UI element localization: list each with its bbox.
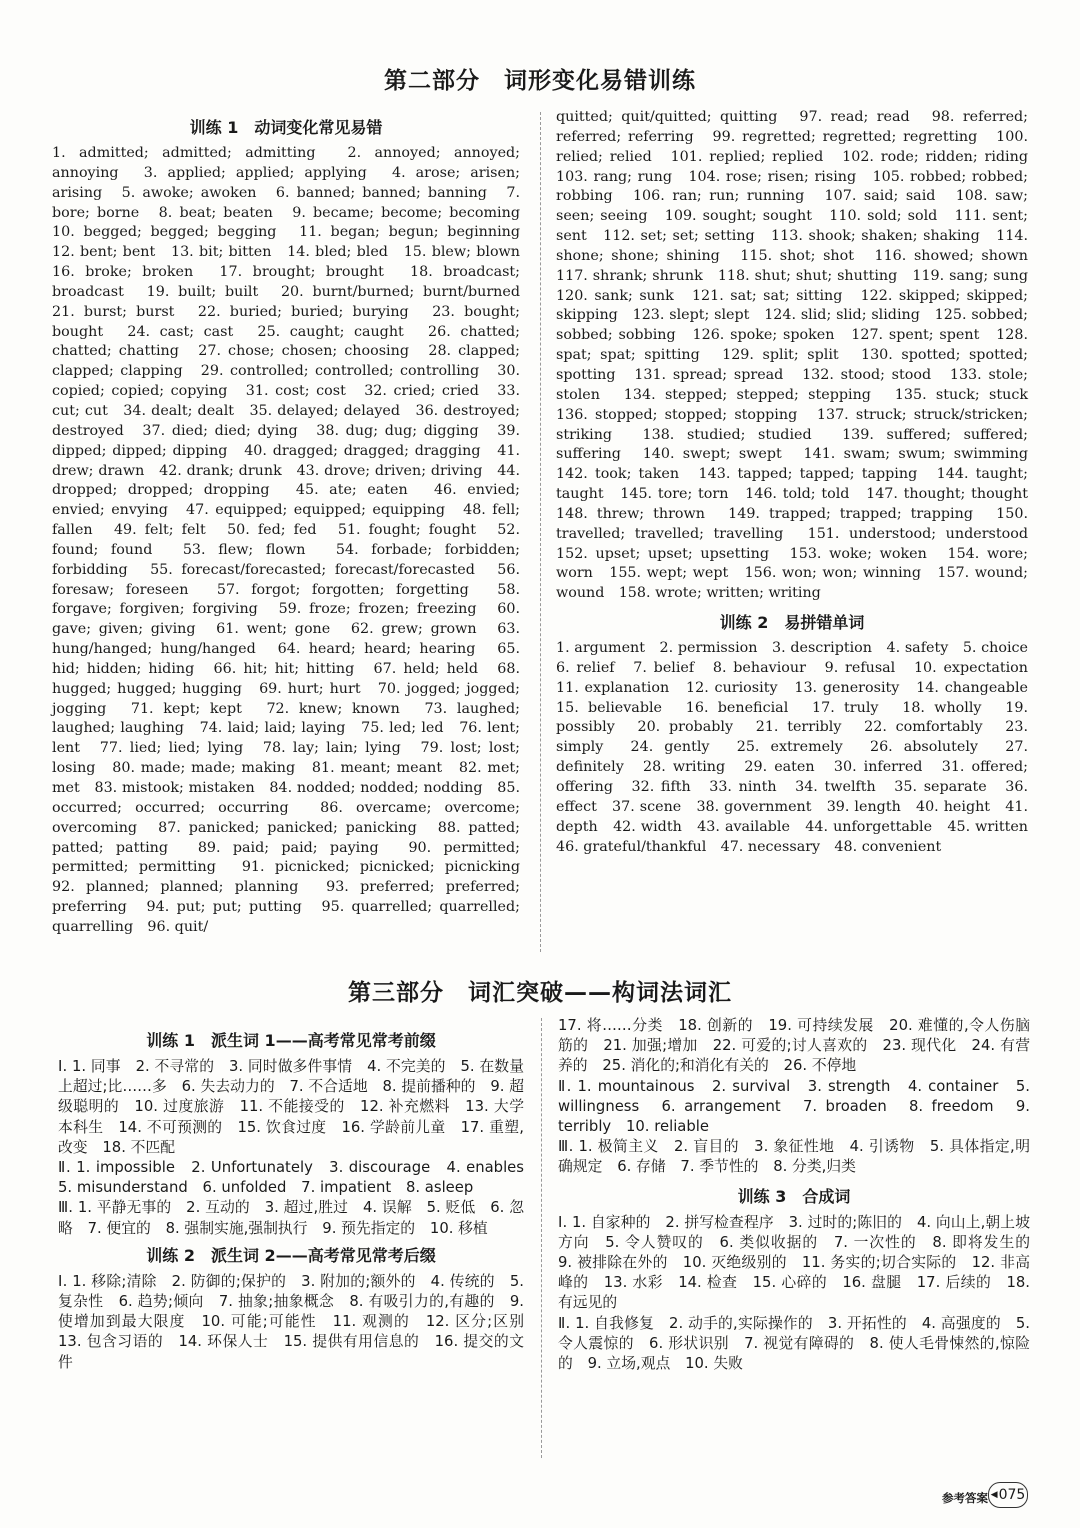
verb-answers-left: 1. admitted; admitted; admitting 2. annoyed; annoyed; annoying 3. applied; applied; applying 4. arose; arisen; arising 5. awoke; awoken 6. banned; banned; banning 7. bore; borne 8. beat; beaten 9. became; become; becoming 10. begged; begged; begging 11. began; begun; beginning 12. bent; bent 13. bit; bitten 14. bled; bled 15. blew; blown 16. broke; broken 17. brought; brought 18. broadcast; broadcast 19. built; built 20. burnt/burned; burnt/burned 21. burst; burst 22. buried; buried; burying 23. bought; bought 24. cast; cast 25. caught; caught 26. chatted; chatted; chatting 27. chose; chosen; choosing 28. clapped; clapped; clapping 29. controlled; controlled; controlling 30. copied; copied; copying 31. cost; cost 32. cried; cried 33. cut; cut 34. dealt; dealt 35. delayed; delayed 36. destroyed; destroyed 37. died; died; dying 38. dug; dug; digging 39. dipped; dipped; dipping 40. dragged; dragged; dragging 41. drew; drawn 42. drank; drunk 43. drove; driven; driving 44. dropped; dropped; dropping 45. ate; eaten 46. envied; envied; envying 47. equipped; equipped; equipping 48. fell; fallen 49. felt; felt 50. fed; fed 51. fought; fought 52. found; found 53. flew; flown 54. forbade; forbidden; forbidding 55. forecast/forecasted; forecast/forecasted 56. foresaw; foreseen 57. forgot; forgotten; forgetting 58. forgave; forgiven; forgiving 59. froze; frozen; freezing 60. gave; given; giving 61. went; gone 62. grew; grown 63. hung/hanged; hung/hanged 64. heard; heard; hearing 65. hid; hidden; hiding 66. hit; hit; hitting 67. held; held 68. hugged; hugged; hugging 69. hurt; hurt 70. jogged; jogged; jogging 71. kept; kept 72. knew; known 73. laughed; laughed; laughing 74. laid; laid; laying 75. led; led 76. lent; lent 77. lied; lied; lying 78. lay; lain; lying 79. lost; lost; losing 80. made; made; making 81. meant; meant 82. met; met 83. mistook; mistaken 84. nodded; nodded; nodding 85. occurred; occurred; occurring 86. overcame; overcome; overcoming 87. panicked; panicked; panicking 88. patted; patted; patting 89. paid; paid; paying 90. permitted; permitted; permitting 91. picnicked; picnicked; picnicking 92. planned; planned; planning 93. preferred; preferred; preferring 94. put; put; putting 95. quarrelled; quarrelled; quarrelling 96. quit/ [52, 145, 535, 935]
part3-training3-heading: 训练 3 合成词 [737, 1186, 851, 1206]
column-divider-bottom [541, 1018, 542, 1458]
suffix-section-3: Ⅲ. 1. 极简主义 2. 盲目的 3. 象征性地 4. 引诱物 5. 具体指定,明确规定 6. 存储 7. 季节性的 8. 分类,归类 [558, 1138, 1030, 1176]
page-number: 075 [998, 1487, 1026, 1503]
answer-key-label: 参考答案 [942, 1491, 988, 1505]
part3-training2-heading: 训练 2 派生词 2——高考常见常考后缀 [146, 1245, 436, 1265]
prefix-section-2: Ⅱ. 1. impossible 2. Unfortunately 3. discourage 4. enables 5. misunderstand 6. unfolded 7. impatient 8. asleep [58, 1159, 539, 1197]
compound-section-1: Ⅰ. 1. 自家种的 2. 拼写检查程序 3. 过时的;陈旧的 4. 向山上,朝上坡方向 5. 令人赞叹的 6. 类似收据的 7. 一次性的 8. 即将发生的 9. 被排除在外的 10. 灭绝级别的 11. 务实的;切合实际的 12. 非高峰的 13. 水彩 14. 检查 15. 心碎的 16. 盘腿 17. 后续的 18. 有远见的 [558, 1213, 1045, 1312]
spelling-answers: 1. argument 2. permission 3. description 4. safety 5. choice 6. relief 7. belief 8. behaviour 9. refusal 10. expectation 11. explanation 12. curiosity 13. generosity 14. changeable 15. believable 16. beneficial 17. truly 18. wholly 19. possibly 20. probably 21. terribly 22. comfortably 23. simply 24. gently 25. extremely 26. absolutely 27. definitely 28. writing 29. eaten 30. inferred 31. offered; offering 32. fifth 33. ninth 34. twelfth 35. separate 36. effect 37. scene 38. government 39. length 40. height 41. depth 42. width 43. available 44. unforgettable 45. written 46. grateful/thankful 47. necessary 48. convenient [556, 640, 1043, 855]
compound-section-2: Ⅱ. 1. 自我修复 2. 动手的,实际操作的 3. 开拓性的 4. 高强度的 5. 令人震惊的 6. 形状识别 7. 视觉有障碍的 8. 使人毛骨悚然的,惊险的 9. 立场,观点 10. 失败 [558, 1314, 1030, 1373]
part3-title: 第三部分 词汇突破——构词法词汇 [348, 980, 732, 1006]
suffix-section-2: Ⅱ. 1. mountainous 2. survival 3. strength 4. container 5. willingness 6. arrangement 7. broaden 8. freedom 9. terribly 10. reliable [558, 1077, 1030, 1136]
part2-right-column [556, 108, 1043, 857]
part2-training2-heading: 训练 2 易拼错单词 [719, 613, 865, 633]
part3-training1-heading: 训练 1 派生词 1——高考常见常考前缀 [146, 1031, 436, 1050]
prefix-section-3: Ⅲ. 1. 平静无事的 2. 互动的 3. 超过,胜过 4. 误解 5. 贬低 6. 忽略 7. 便宜的 8. 强制实施,强制执行 9. 预先指定的 10. 移植 [58, 1199, 524, 1237]
column-divider-top [540, 112, 541, 952]
page-number-badge [988, 1482, 1028, 1508]
verb-answers-right: quitted; quit/quitted; quitting 97. read; read 98. referred; referred; referring 99. regretted; regretted; regretting 100. relied; relied 101. replied; replied 102. rode; ridden; riding 103. rang; rung 104. rose; risen; rising 105. robbed; robbed; robbing 106. ran; run; running 107. said; said 108. saw; seen; seeing 109. sought; sought 110. sold; sold 111. sent; sent 112. set; set; setting 113. shook; shaken; shaking 114. shone; shone; shining 115. shot; shot 116. showed; shown 117. shrank; shrunk 118. shut; shut; shutting 119. sang; sung 120. sank; sunk 121. sat; sat; sitting 122. skipped; skipped; skipping 123. slept; slept 124. slid; slid; sliding 125. sobbed; sobbed; sobbing 126. spoke; spoken 127. spent; spent 128. spat; spat; spitting 129. split; split 130. spotted; spotted; spotting 131. spread; spread 132. stood; stood 133. stole; stolen 134. stepped; stepped; stepping 135. stuck; stuck 136. stopped; stopped; stopping 137. struck; struck/stricken; striking 138. studied; studied 139. suffered; suffered; suffering 140. swept; swept 141. swam; swum; swimming 142. took; taken 143. tapped; tapped; tapping 144. taught; taught 145. tore; torn 146. told; told 147. thought; thought 148. threw; thrown 149. trapped; trapped; trapping 150. travelled; travelled; travelling 151. understood; understood 152. upset; upset; upsetting 153. woke; woken 154. wore; worn 155. wept; wept 156. won; won; winning 157. wound; wound 158. wrote; written; writing [556, 109, 1043, 602]
left-triangle-icon: ◀ [990, 1489, 998, 1500]
part2-left-column [52, 115, 535, 938]
part2-title: 第二部分 词形变化易错训练 [384, 68, 696, 94]
suffix-section-1-left: Ⅰ. 1. 移除;清除 2. 防御的;保护的 3. 附加的;额外的 4. 传统的 5. 复杂性 6. 趋势;倾向 7. 抽象;抽象概念 8. 有吸引力的,有趣的 9. 使增加到最大限度 10. 可能;可能性 11. 观测的 12. 区分;区别 13. 包含习语的 14. 环保人士 15. 提供有用信息的 16. 提交的文件 [58, 1272, 539, 1371]
part2-training1-heading: 训练 1 动词变化常见易错 [189, 118, 383, 137]
prefix-section-1: Ⅰ. 1. 同事 2. 不寻常的 3. 同时做多件事情 4. 不完美的 5. 在数量上超过;比……多 6. 失去动力的 7. 不合适地 8. 提前播种的 9. 超级聪明的 10. 过度旅游 11. 不能接受的 12. 补充燃料 13. 大学本科生 14. 不可预测的 15. 饮食过度 16. 学龄前儿童 17. 重塑,改变 18. 不匹配 [58, 1058, 524, 1156]
part3-left-column [58, 1028, 539, 1373]
suffix-section-1-right: 17. 将……分类 18. 创新的 19. 可持续发展 20. 难懂的,令人伤脑筋的 21. 加强;增加 22. 可爱的;讨人喜欢的 23. 现代化 24. 有营养的 25. 消化的;和消化有关的 26. 不停地 [558, 1017, 1030, 1075]
part3-right-column [558, 1016, 1045, 1374]
